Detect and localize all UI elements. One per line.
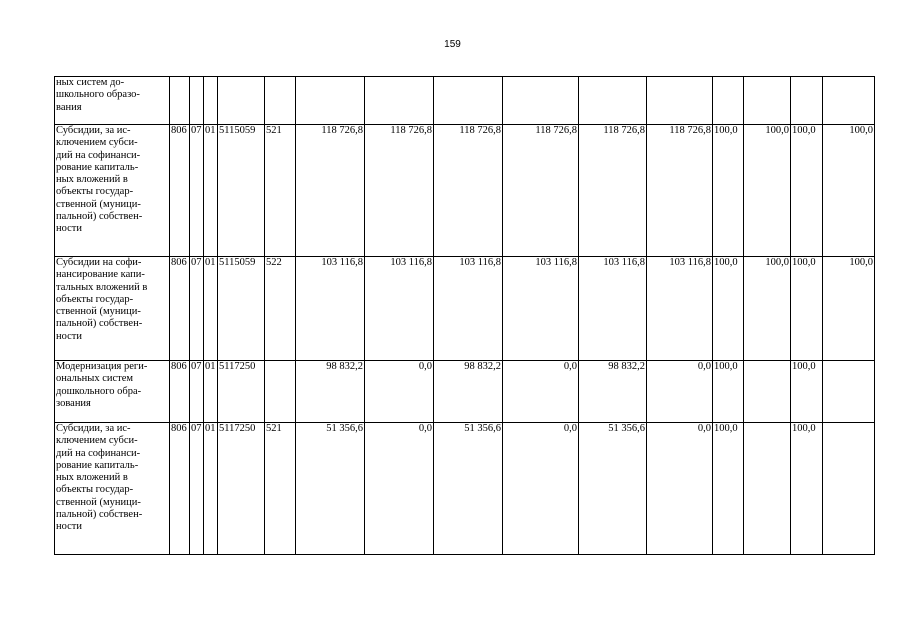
percent-cell: 100,0 <box>713 125 744 257</box>
amount-cell <box>434 77 503 125</box>
table-row <box>55 423 875 555</box>
amount-cell: 0,0 <box>503 361 579 423</box>
target-article-code: 5115059 <box>218 257 265 361</box>
amount-cell: 0,0 <box>647 361 713 423</box>
row-description: Субсидии, за ис- ключением субси- дий на софинанси- рование капиталь- ных вложений в объекты государ- ственной (муници- пальной) собствен- ности <box>55 423 170 555</box>
amount-cell: 98 832,2 <box>434 361 503 423</box>
percent-cell: 100,0 <box>744 257 791 361</box>
ministry-code: 806 <box>170 125 190 257</box>
subsection-code <box>204 77 218 125</box>
subsection-code: 01 <box>204 423 218 555</box>
ministry-code: 806 <box>170 423 190 555</box>
row-description: Субсидии, за ис- ключением субси- дий на софинанси- рование капиталь- ных вложений в объекты государ- ственной (муници- пальной) собствен- ности <box>55 125 170 257</box>
row-description: ных систем до- школьного образо- вания <box>55 77 170 125</box>
expense-type-code: 521 <box>265 125 296 257</box>
percent-cell <box>744 77 791 125</box>
expense-type-code <box>265 361 296 423</box>
amount-cell <box>296 77 365 125</box>
row-description: Модернизация реги- ональных систем дошкольного обра- зования <box>55 361 170 423</box>
percent-cell <box>744 423 791 555</box>
section-code <box>190 77 204 125</box>
percent-cell: 100,0 <box>713 257 744 361</box>
expense-type-code: 522 <box>265 257 296 361</box>
amount-cell: 0,0 <box>503 423 579 555</box>
amount-cell: 98 832,2 <box>296 361 365 423</box>
subsection-code: 01 <box>204 361 218 423</box>
percent-cell: 100,0 <box>713 361 744 423</box>
percent-cell: 100,0 <box>791 257 823 361</box>
page-number: 159 <box>444 39 461 50</box>
ministry-code <box>170 77 190 125</box>
percent-cell <box>823 423 875 555</box>
target-article-code: 5115059 <box>218 125 265 257</box>
amount-cell <box>647 77 713 125</box>
amount-cell: 103 116,8 <box>579 257 647 361</box>
ministry-code: 806 <box>170 257 190 361</box>
amount-cell: 118 726,8 <box>296 125 365 257</box>
target-article-code <box>218 77 265 125</box>
amount-cell: 118 726,8 <box>503 125 579 257</box>
amount-cell: 0,0 <box>365 361 434 423</box>
table-row <box>55 77 875 125</box>
amount-cell: 118 726,8 <box>647 125 713 257</box>
target-article-code: 5117250 <box>218 361 265 423</box>
amount-cell: 103 116,8 <box>434 257 503 361</box>
percent-cell: 100,0 <box>823 125 875 257</box>
row-description: Субсидии на софи- нансирование капи- тальных вложений в объекты государ- ственной (муници- пальной) собствен- ности <box>55 257 170 361</box>
amount-cell <box>503 77 579 125</box>
expense-type-code: 521 <box>265 423 296 555</box>
amount-cell: 118 726,8 <box>579 125 647 257</box>
table-row <box>55 361 875 423</box>
percent-cell: 100,0 <box>744 125 791 257</box>
amount-cell: 103 116,8 <box>647 257 713 361</box>
subsection-code: 01 <box>204 257 218 361</box>
amount-cell: 51 356,6 <box>296 423 365 555</box>
amount-cell: 103 116,8 <box>503 257 579 361</box>
amount-cell: 0,0 <box>365 423 434 555</box>
amount-cell: 103 116,8 <box>296 257 365 361</box>
amount-cell: 51 356,6 <box>579 423 647 555</box>
amount-cell: 98 832,2 <box>579 361 647 423</box>
amount-cell <box>579 77 647 125</box>
percent-cell: 100,0 <box>713 423 744 555</box>
ministry-code: 806 <box>170 361 190 423</box>
table-row <box>55 257 875 361</box>
section-code: 07 <box>190 125 204 257</box>
target-article-code: 5117250 <box>218 423 265 555</box>
percent-cell <box>713 77 744 125</box>
amount-cell: 0,0 <box>647 423 713 555</box>
table-row <box>55 125 875 257</box>
percent-cell <box>823 77 875 125</box>
amount-cell: 51 356,6 <box>434 423 503 555</box>
amount-cell: 103 116,8 <box>365 257 434 361</box>
section-code: 07 <box>190 257 204 361</box>
amount-cell: 118 726,8 <box>365 125 434 257</box>
section-code: 07 <box>190 361 204 423</box>
percent-cell <box>744 361 791 423</box>
percent-cell <box>823 361 875 423</box>
expense-type-code <box>265 77 296 125</box>
amount-cell: 118 726,8 <box>434 125 503 257</box>
section-code: 07 <box>190 423 204 555</box>
budget-table <box>54 76 875 555</box>
subsection-code: 01 <box>204 125 218 257</box>
percent-cell: 100,0 <box>823 257 875 361</box>
amount-cell <box>365 77 434 125</box>
percent-cell <box>791 77 823 125</box>
percent-cell: 100,0 <box>791 125 823 257</box>
percent-cell: 100,0 <box>791 423 823 555</box>
percent-cell: 100,0 <box>791 361 823 423</box>
